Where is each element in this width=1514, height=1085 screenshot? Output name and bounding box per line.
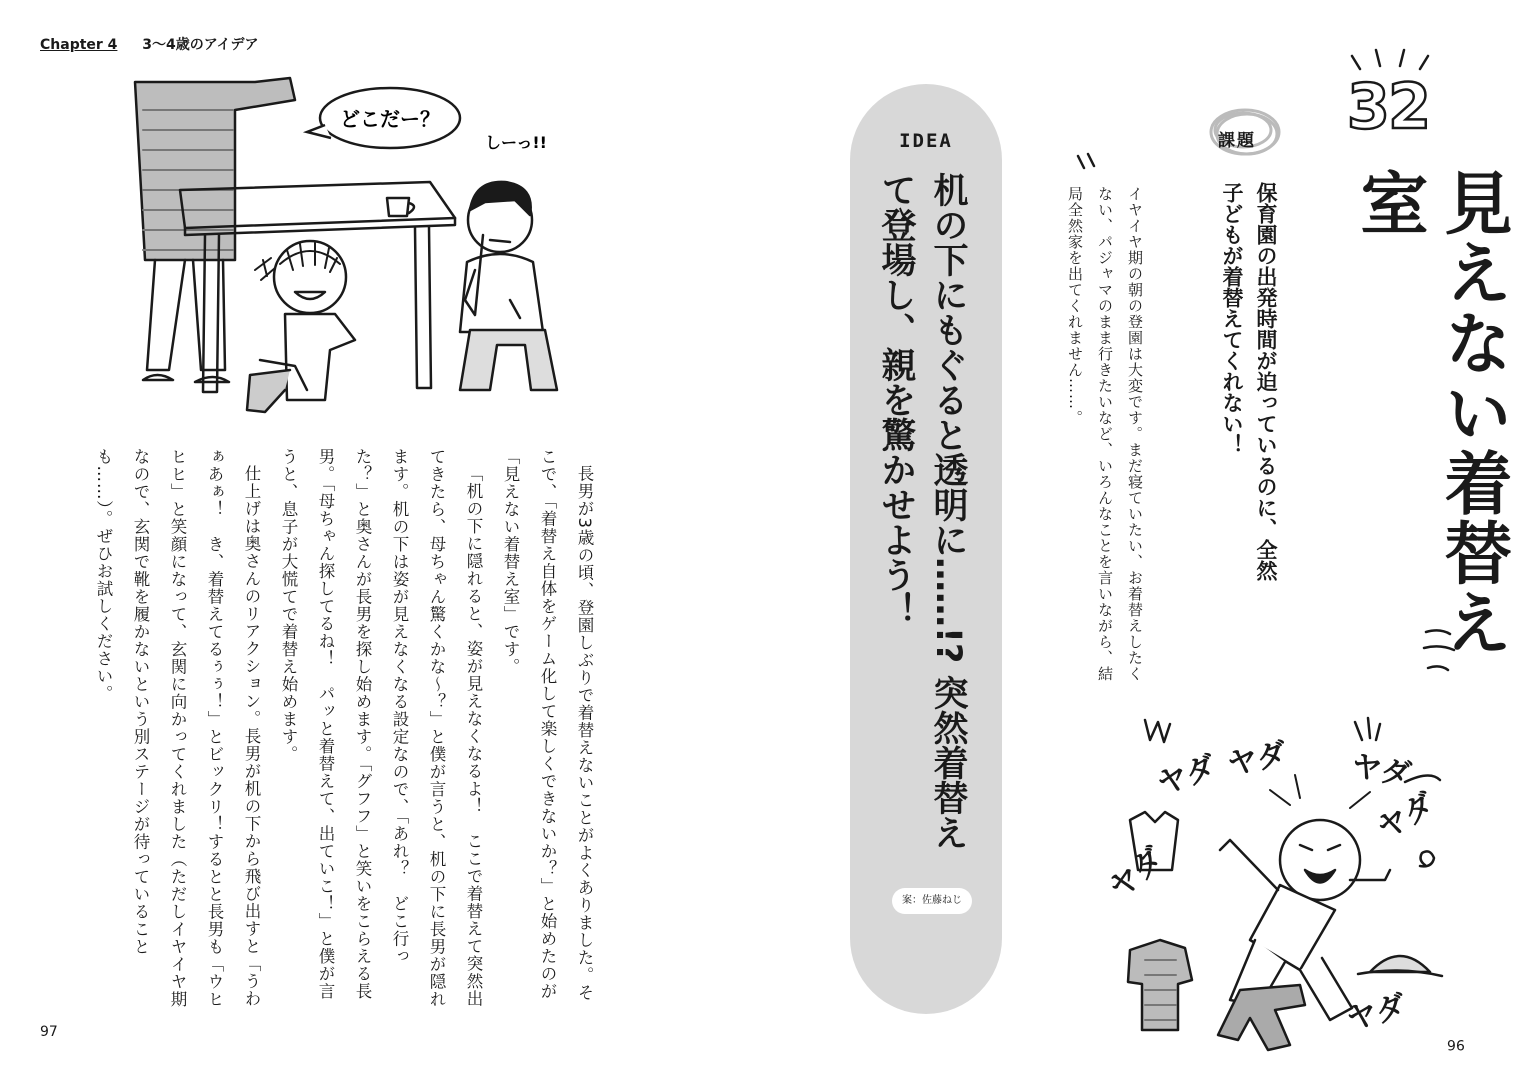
- running-header: [40, 34, 259, 54]
- body-text: [85, 448, 603, 1008]
- page-number-right: 96: [1447, 1036, 1465, 1052]
- page-title: 見えない着替え室: [1349, 168, 1512, 658]
- body-paragraph: 長男が3歳の頃、登園しぶりで着替えないことがよくありました。そこで、「着替え自体をゲーム化して楽しくできないか？」と始めたのが「見えない着替え室」です。: [501, 448, 594, 1001]
- shout-text: ヤダ: [1371, 786, 1441, 847]
- tantrum-illustration: [1100, 700, 1480, 1060]
- kadai-label: 課題: [1218, 131, 1256, 151]
- shout-text: ヤダ: [1152, 749, 1221, 803]
- shout-text: ヤダ: [1348, 748, 1414, 794]
- idea-text: 机の下にもぐると透明に……!? 突然着替えて登場し、親を驚かせよう！: [876, 172, 968, 851]
- emphasis-marks-icon: [1420, 620, 1460, 690]
- idea-label: IDEA: [899, 130, 953, 152]
- body-paragraph: 仕上げは奥さんのリアクション。長男が机の下から飛び出すと「うわぁあぁ！ き、着替えてるぅぅ！」とビックリ！するとと長男も「ウヒヒヒ」と笑顔になって、玄関に向かってくれました（ただしイヤイヤ期なので、玄関で靴を履かないという別ステージが待っていることも……）。ぜひお試しください。: [94, 448, 261, 1008]
- chapter-label: Chapter 4: [40, 37, 118, 53]
- idea-credit: 案：佐藤ねじ: [892, 888, 972, 914]
- shout-text: ヤダ: [1102, 840, 1171, 907]
- shush-text: しーっ!!: [485, 133, 547, 152]
- page-number-left: 97: [40, 1024, 58, 1040]
- shout-text: ヤダ: [1224, 736, 1291, 783]
- idea-number: 32: [1346, 70, 1430, 143]
- table-hiding-illustration: [125, 70, 575, 420]
- quote-mark-icon: [1070, 150, 1100, 180]
- kadai-body: イヤイヤ期の朝の登園は大変です。まだ寝ていたい、お着替えしたくない、パジャマのまま行きたいなど、いろんなことを言いながら、結局全然家を出てくれません……。: [1066, 186, 1144, 682]
- kadai-heading: 保育園の出発時間が迫っているのに、全然子どもが着替えてくれない！: [1220, 182, 1278, 581]
- section-label: 3～4歳のアイデア: [142, 37, 259, 53]
- body-paragraph: 「机の下に隠れると、姿が見えなくなるよ！ ここで着替えて突然出てきたら、母ちゃん驚くかな〜？」と僕が言うと、机の下に長男が隠れます。机の下は姿が見えなくなる設定なので、「あれ？ どこ行った？」と奥さんが長男を探し始めます。「グフフ」と笑いをこらえる長男。「母ちゃん探してるね！ パッと着替えて、出ていこ！」と僕が言うと、息子が大慌てで着替え始めます。: [279, 448, 483, 1008]
- speech-bubble-text: どこだー？: [340, 107, 440, 131]
- shout-text: ヤダ: [1343, 988, 1410, 1038]
